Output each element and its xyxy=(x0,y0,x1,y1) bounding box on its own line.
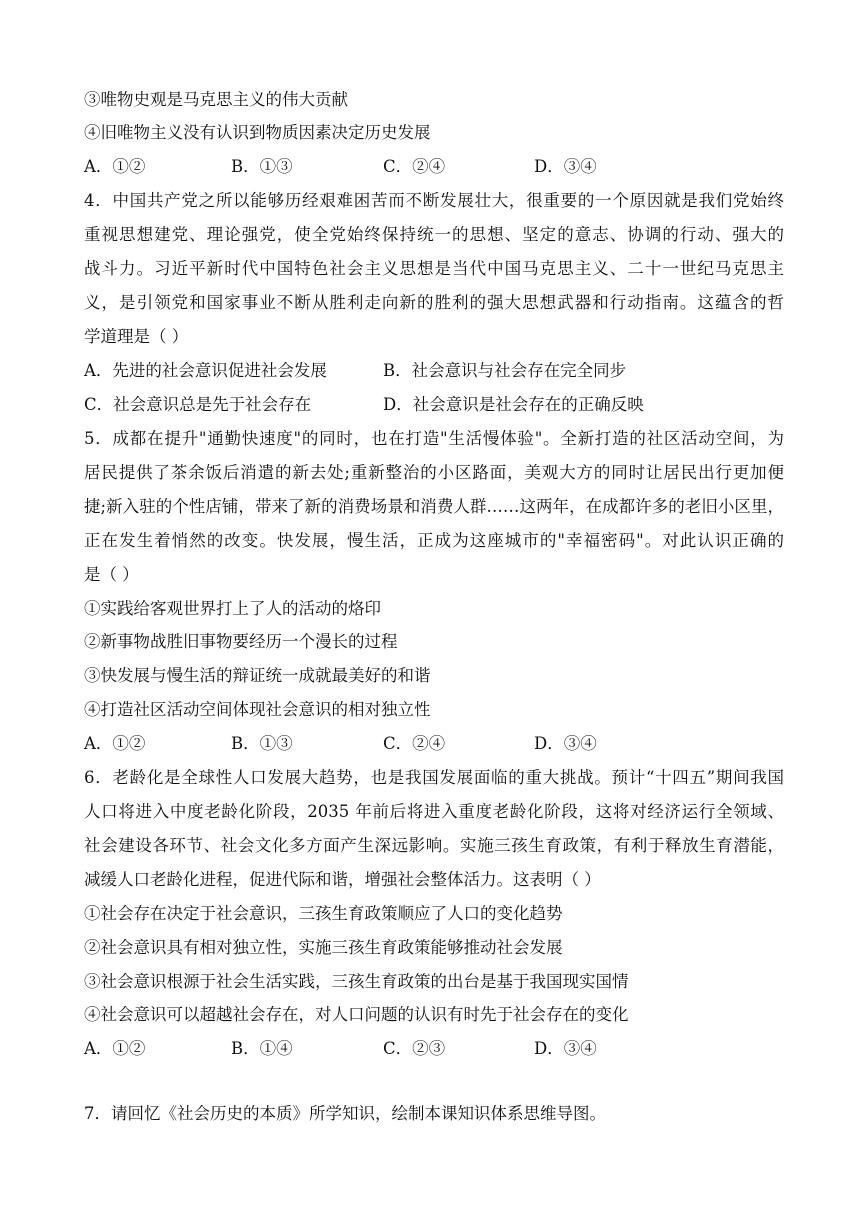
q5-stem-line-5: 是（ ） xyxy=(84,565,139,584)
q5-option-c: C．②④ xyxy=(383,734,446,753)
q5-stem-line-2: 居民提供了茶余饭后消遣的新去处;重新整治的小区路面，美观大方的同时让居民出行更加便 xyxy=(84,463,784,482)
q6-statement-4: ④社会意识可以超越社会存在，对人口问题的认识有时先于社会存在的变化 xyxy=(84,1005,629,1024)
q5-option-d: D．③④ xyxy=(534,734,597,753)
q3-option-a: A．①② xyxy=(84,157,146,176)
q6-statement-2: ②社会意识具有相对独立性，实施三孩生育政策能够推动社会发展 xyxy=(84,938,563,957)
q3-option-c: C．②④ xyxy=(383,157,446,176)
q4-option-a: A．先进的社会意识促进社会发展 xyxy=(84,361,327,380)
q6-option-a: A．①② xyxy=(84,1039,146,1058)
q6-option-b: B．①④ xyxy=(231,1039,293,1058)
q4-stem-line-4: 义，是引领党和国家事业不断从胜利走向新的胜利的强大思想武器和行动指南。这蕴含的哲 xyxy=(84,293,784,312)
q4-stem-line-2: 重视思想建党、理论强党，使全党始终保持统一的思想、坚定的意志、协调的行动、强大的 xyxy=(84,225,784,244)
q3-statement-3: ③唯物史观是马克思主义的伟大贡献 xyxy=(84,90,348,109)
q6-stem-line-4: 减缓人口老龄化进程，促进代际和谐，增强社会整体活力。这表明（ ） xyxy=(84,870,601,889)
q5-statement-2: ②新事物战胜旧事物要经历一个漫长的过程 xyxy=(84,632,398,651)
q4-option-b: B．社会意识与社会存在完全同步 xyxy=(383,361,627,380)
q4-stem-line-3: 战斗力。习近平新时代中国特色社会主义思想是当代中国马克思主义、二十一世纪马克思主 xyxy=(84,259,784,278)
q5-stem-line-4: 正在发生着悄然的改变。快发展，慢生活，正成为这座城市的"幸福密码"。对此认识正确的 xyxy=(84,531,784,550)
q5-option-a: A．①② xyxy=(84,734,146,753)
q3-option-b: B．①③ xyxy=(231,157,293,176)
q6-option-c: C．②③ xyxy=(383,1039,446,1058)
q5-option-b: B．①③ xyxy=(231,734,293,753)
q4-stem-line-1: 4．中国共产党之所以能够历经艰难困苦而不断发展壮大，很重要的一个原因就是我们党始终 xyxy=(84,191,784,210)
q5-statement-1: ①实践给客观世界打上了人的活动的烙印 xyxy=(84,599,381,618)
q6-option-d: D．③④ xyxy=(534,1039,597,1058)
q4-option-d: D．社会意识是社会存在的正确反映 xyxy=(383,395,644,414)
q5-stem-line-1: 5．成都在提升"通勤快速度"的同时，也在打造"生活慢体验"。全新打造的社区活动空间，为 xyxy=(84,429,784,448)
q5-statement-4: ④打造社区活动空间体现社会意识的相对独立性 xyxy=(84,700,431,719)
q3-option-d: D．③④ xyxy=(534,157,597,176)
q4-stem-line-5: 学道理是（ ） xyxy=(84,327,189,346)
q6-statement-1: ①社会存在决定于社会意识，三孩生育政策顺应了人口的变化趋势 xyxy=(84,904,563,923)
q6-statement-3: ③社会意识根源于社会生活实践，三孩生育政策的出台是基于我国现实国情 xyxy=(84,972,629,991)
q5-statement-3: ③快发展与慢生活的辩证统一成就最美好的和谐 xyxy=(84,666,431,685)
q6-stem-line-2: 人口将进入中度老龄化阶段，2035 年前后将进入重度老龄化阶段，这将对经济运行全领域、 xyxy=(84,802,784,821)
q6-stem-line-3: 社会建设各环节、社会文化多方面产生深远影响。实施三孩生育政策，有利于释放生育潜能， xyxy=(84,836,784,855)
q7-stem: 7．请回忆《社会历史的本质》所学知识，绘制本课知识体系思维导图。 xyxy=(84,1104,606,1123)
q4-option-c: C．社会意识总是先于社会存在 xyxy=(84,395,312,414)
q5-stem-line-3: 捷;新入驻的个性店铺，带来了新的消费场景和消费人群……这两年，在成都许多的老旧小区里， xyxy=(84,497,784,516)
q6-stem-line-1: 6．老龄化是全球性人口发展大趋势，也是我国发展面临的重大挑战。预计“十四五”期间我国 xyxy=(84,768,784,787)
q3-statement-4: ④旧唯物主义没有认识到物质因素决定历史发展 xyxy=(84,123,431,142)
